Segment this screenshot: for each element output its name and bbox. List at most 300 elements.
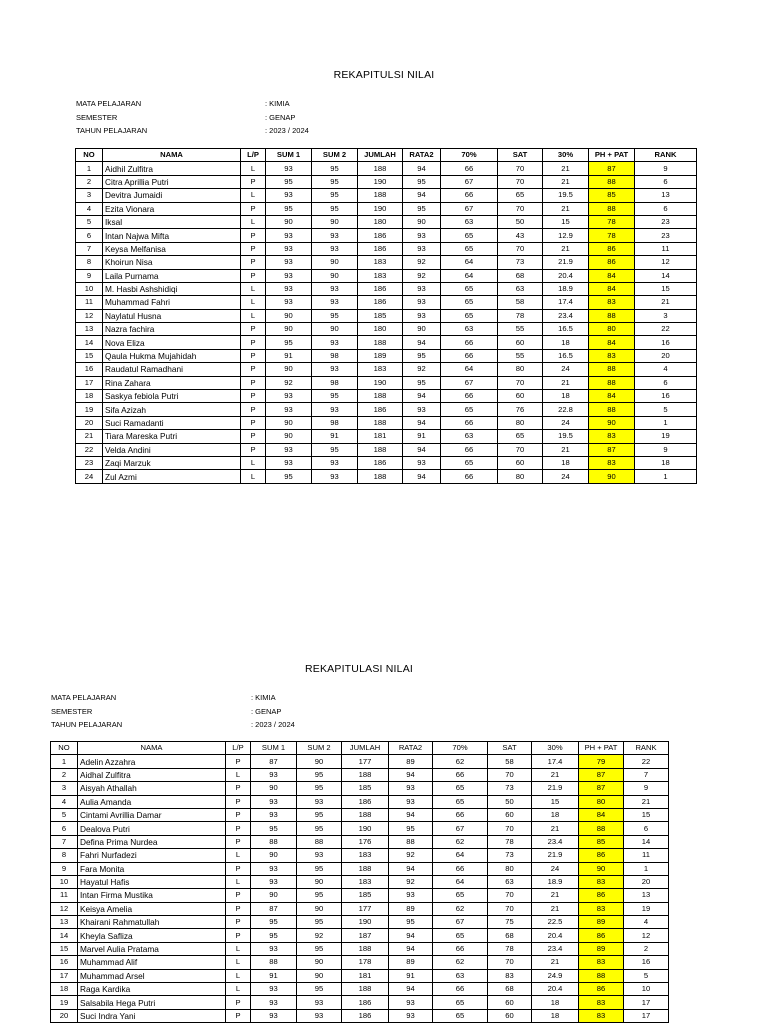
cell-nama: Intan Najwa Mifta	[103, 229, 241, 242]
cell-nama: Suci Indra Yani	[78, 1009, 226, 1022]
cell-nama: Cintami Avrillia Damar	[78, 808, 226, 821]
cell-nama: Devitra Jumaidi	[103, 189, 241, 202]
cell-sat: 80	[498, 363, 543, 376]
cell-no: 11	[51, 889, 78, 902]
cell-rata2: 94	[389, 862, 433, 875]
cell-rank: 16	[635, 336, 697, 349]
cell-pct30: 21	[543, 175, 589, 188]
cell-sat: 75	[488, 916, 532, 929]
cell-no: 9	[76, 269, 103, 282]
cell-nama: Hayatul Hafis	[78, 875, 226, 888]
cell-sum1: 95	[266, 202, 312, 215]
cell-pct30: 23.4	[543, 309, 589, 322]
cell-rata2: 95	[389, 916, 433, 929]
cell-rata2: 94	[403, 470, 441, 483]
cell-lp: P	[226, 1009, 251, 1022]
cell-rank: 20	[624, 875, 669, 888]
cell-lp: L	[241, 282, 266, 295]
cell-sat: 73	[488, 782, 532, 795]
cell-ph-pat: 83	[579, 956, 624, 969]
cell-nama: Qaula Hukma Mujahidah	[103, 349, 241, 362]
cell-ph-pat: 87	[579, 782, 624, 795]
cell-rank: 22	[635, 323, 697, 336]
cell-no: 3	[76, 189, 103, 202]
cell-pct70: 63	[433, 969, 488, 982]
cell-pct30: 18	[532, 1009, 579, 1022]
column-header-nama: NAMA	[78, 742, 226, 755]
cell-no: 8	[76, 256, 103, 269]
cell-sum1: 90	[266, 363, 312, 376]
cell-ph-pat: 88	[589, 175, 635, 188]
cell-nama: Defina Prima Nurdea	[78, 835, 226, 848]
cell-lp: L	[241, 189, 266, 202]
cell-sum1: 93	[266, 456, 312, 469]
cell-pct70: 66	[433, 808, 488, 821]
cell-sum2: 93	[312, 403, 358, 416]
cell-no: 15	[51, 942, 78, 955]
cell-sum1: 88	[251, 956, 297, 969]
cell-pct30: 18	[532, 808, 579, 821]
cell-jumlah: 181	[358, 430, 403, 443]
cell-jumlah: 180	[358, 215, 403, 228]
cell-lp: L	[241, 215, 266, 228]
cell-lp: L	[226, 875, 251, 888]
cell-ph-pat: 86	[589, 242, 635, 255]
column-header-rank: RANK	[624, 742, 669, 755]
cell-rank: 6	[635, 376, 697, 389]
cell-pct70: 66	[441, 390, 498, 403]
cell-sum1: 93	[251, 1009, 297, 1022]
column-header-pct30: 30%	[532, 742, 579, 755]
cell-sum1: 90	[266, 215, 312, 228]
table-row	[76, 296, 697, 309]
cell-sum1: 95	[266, 175, 312, 188]
cell-rank: 5	[624, 969, 669, 982]
cell-nama: M. Hasbi Ashshidiqi	[103, 282, 241, 295]
cell-sum2: 95	[312, 162, 358, 175]
cell-no: 1	[51, 755, 78, 768]
cell-ph-pat: 86	[579, 849, 624, 862]
cell-jumlah: 186	[342, 795, 389, 808]
cell-sum1: 90	[266, 416, 312, 429]
cell-pct30: 18.9	[543, 282, 589, 295]
cell-sat: 70	[498, 202, 543, 215]
cell-pct30: 24	[532, 862, 579, 875]
table-header-row	[51, 742, 669, 755]
table-row	[76, 443, 697, 456]
cell-rank: 16	[624, 956, 669, 969]
cell-pct70: 65	[433, 1009, 488, 1022]
cell-pct30: 12.9	[543, 229, 589, 242]
cell-sum1: 91	[251, 969, 297, 982]
cell-ph-pat: 90	[589, 416, 635, 429]
cell-nama: Raga Kardika	[78, 983, 226, 996]
cell-jumlah: 186	[358, 282, 403, 295]
cell-ph-pat: 86	[579, 889, 624, 902]
cell-sum1: 93	[266, 296, 312, 309]
cell-lp: L	[241, 162, 266, 175]
cell-sum1: 95	[266, 336, 312, 349]
cell-rata2: 93	[403, 229, 441, 242]
cell-rank: 6	[624, 822, 669, 835]
cell-sum1: 93	[266, 189, 312, 202]
cell-ph-pat: 84	[589, 269, 635, 282]
cell-no: 8	[51, 849, 78, 862]
cell-jumlah: 181	[342, 969, 389, 982]
cell-sum1: 88	[251, 835, 297, 848]
cell-jumlah: 183	[342, 875, 389, 888]
cell-nama: Aidhal Zulfitra	[78, 768, 226, 781]
cell-sat: 70	[498, 376, 543, 389]
cell-jumlah: 190	[358, 376, 403, 389]
cell-pct70: 66	[433, 983, 488, 996]
cell-pct30: 21	[543, 202, 589, 215]
cell-jumlah: 186	[358, 403, 403, 416]
cell-sum2: 90	[297, 902, 342, 915]
cell-pct70: 66	[441, 349, 498, 362]
column-header-lp: L/P	[226, 742, 251, 755]
cell-rank: 9	[635, 443, 697, 456]
cell-pct70: 65	[441, 456, 498, 469]
table-row	[76, 309, 697, 322]
cell-rata2: 93	[389, 1009, 433, 1022]
cell-rata2: 94	[403, 336, 441, 349]
cell-ph-pat: 80	[579, 795, 624, 808]
cell-lp: P	[226, 835, 251, 848]
column-header-pct30: 30%	[543, 149, 589, 162]
cell-no: 18	[76, 390, 103, 403]
cell-lp: P	[226, 808, 251, 821]
cell-pct30: 18	[543, 336, 589, 349]
cell-sum1: 93	[251, 808, 297, 821]
cell-lp: P	[226, 822, 251, 835]
cell-sum2: 95	[312, 202, 358, 215]
cell-nama: Fahri Nurfadezi	[78, 849, 226, 862]
cell-sum2: 90	[297, 969, 342, 982]
cell-rata2: 94	[389, 808, 433, 821]
cell-rata2: 94	[389, 929, 433, 942]
cell-pct70: 64	[433, 875, 488, 888]
cell-rank: 14	[624, 835, 669, 848]
cell-pct30: 21	[532, 889, 579, 902]
table-row	[76, 189, 697, 202]
cell-sum2: 95	[312, 390, 358, 403]
cell-nama: Velda Andini	[103, 443, 241, 456]
cell-rank: 5	[635, 403, 697, 416]
cell-sat: 55	[498, 349, 543, 362]
sheet-2-meta	[51, 691, 351, 732]
cell-pct30: 20.4	[543, 269, 589, 282]
cell-pct70: 66	[441, 162, 498, 175]
cell-pct70: 64	[433, 849, 488, 862]
table-row	[51, 889, 669, 902]
cell-pct30: 16.5	[543, 323, 589, 336]
cell-nama: Raudatul Ramadhani	[103, 363, 241, 376]
cell-rata2: 92	[389, 875, 433, 888]
meta-label: SEMESTER	[76, 112, 118, 122]
cell-no: 19	[51, 996, 78, 1009]
cell-lp: L	[241, 309, 266, 322]
cell-sum2: 93	[312, 229, 358, 242]
cell-pct70: 63	[441, 215, 498, 228]
cell-rata2: 94	[403, 162, 441, 175]
cell-pct70: 62	[433, 755, 488, 768]
cell-ph-pat: 88	[589, 376, 635, 389]
table-row	[51, 862, 669, 875]
cell-pct30: 21	[543, 242, 589, 255]
cell-sum2: 93	[297, 1009, 342, 1022]
cell-sat: 55	[498, 323, 543, 336]
table-row	[76, 336, 697, 349]
cell-ph-pat: 87	[589, 162, 635, 175]
cell-pct70: 65	[441, 296, 498, 309]
cell-rata2: 95	[389, 822, 433, 835]
table-row	[76, 256, 697, 269]
cell-no: 3	[51, 782, 78, 795]
cell-ph-pat: 88	[589, 202, 635, 215]
cell-no: 1	[76, 162, 103, 175]
table-row	[51, 822, 669, 835]
cell-nama: Adelin Azzahra	[78, 755, 226, 768]
cell-lp: P	[241, 269, 266, 282]
column-header-rata2: RATA2	[403, 149, 441, 162]
cell-jumlah: 188	[358, 390, 403, 403]
table-row	[51, 902, 669, 915]
cell-rata2: 91	[403, 430, 441, 443]
cell-jumlah: 186	[358, 229, 403, 242]
meta-value: : GENAP	[251, 706, 282, 716]
cell-rata2: 93	[403, 309, 441, 322]
cell-ph-pat: 88	[589, 309, 635, 322]
cell-lp: P	[226, 795, 251, 808]
cell-lp: L	[226, 969, 251, 982]
cell-nama: Nazra fachira	[103, 323, 241, 336]
meta-row-subject	[76, 97, 376, 111]
cell-sum2: 90	[312, 215, 358, 228]
cell-sat: 58	[498, 296, 543, 309]
cell-rata2: 93	[389, 996, 433, 1009]
cell-rata2: 95	[403, 376, 441, 389]
cell-pct70: 65	[441, 242, 498, 255]
cell-sum2: 90	[312, 269, 358, 282]
cell-pct70: 65	[441, 309, 498, 322]
cell-jumlah: 188	[342, 808, 389, 821]
cell-sat: 70	[498, 443, 543, 456]
cell-lp: P	[226, 889, 251, 902]
cell-jumlah: 188	[342, 768, 389, 781]
cell-nama: Marvel Aulia Pratama	[78, 942, 226, 955]
meta-value: : KIMIA	[251, 693, 276, 702]
cell-ph-pat: 83	[579, 996, 624, 1009]
meta-row-subject	[51, 691, 351, 705]
cell-sum2: 90	[297, 875, 342, 888]
cell-rank: 23	[635, 215, 697, 228]
cell-rata2: 94	[389, 942, 433, 955]
cell-rata2: 93	[403, 242, 441, 255]
cell-no: 11	[76, 296, 103, 309]
cell-lp: P	[226, 996, 251, 1009]
cell-rank: 1	[635, 416, 697, 429]
cell-sum2: 90	[312, 323, 358, 336]
cell-rata2: 90	[403, 215, 441, 228]
cell-pct30: 24	[543, 363, 589, 376]
cell-nama: Saskya febiola Putri	[103, 390, 241, 403]
cell-sat: 70	[488, 768, 532, 781]
cell-sum1: 93	[251, 862, 297, 875]
cell-jumlah: 183	[342, 849, 389, 862]
table-row	[51, 782, 669, 795]
cell-rank: 11	[635, 242, 697, 255]
cell-no: 5	[51, 808, 78, 821]
cell-sum2: 95	[297, 889, 342, 902]
cell-rank: 17	[624, 996, 669, 1009]
cell-pct70: 67	[441, 175, 498, 188]
cell-no: 24	[76, 470, 103, 483]
cell-sat: 63	[498, 282, 543, 295]
cell-sum2: 95	[297, 822, 342, 835]
table-row	[51, 835, 669, 848]
cell-sum1: 93	[266, 269, 312, 282]
cell-nama: Laila Purnama	[103, 269, 241, 282]
cell-lp: L	[241, 470, 266, 483]
cell-rank: 11	[624, 849, 669, 862]
cell-nama: Kheyla Safliza	[78, 929, 226, 942]
cell-no: 4	[76, 202, 103, 215]
cell-ph-pat: 80	[589, 323, 635, 336]
cell-ph-pat: 83	[589, 430, 635, 443]
cell-jumlah: 185	[342, 782, 389, 795]
cell-pct70: 65	[433, 795, 488, 808]
cell-ph-pat: 83	[579, 875, 624, 888]
cell-sat: 73	[488, 849, 532, 862]
cell-sat: 70	[488, 956, 532, 969]
cell-no: 4	[51, 795, 78, 808]
cell-ph-pat: 89	[579, 942, 624, 955]
column-header-nama: NAMA	[103, 149, 241, 162]
cell-pct30: 21	[543, 162, 589, 175]
cell-pct30: 24	[543, 416, 589, 429]
sheet-2-title: REKAPITULASI NILAI	[304, 663, 414, 675]
table-row	[51, 795, 669, 808]
cell-no: 21	[76, 430, 103, 443]
cell-jumlah: 183	[358, 269, 403, 282]
cell-no: 10	[51, 875, 78, 888]
table-row	[76, 162, 697, 175]
cell-sum2: 90	[312, 256, 358, 269]
cell-ph-pat: 89	[579, 916, 624, 929]
table-row	[51, 755, 669, 768]
cell-no: 2	[76, 175, 103, 188]
cell-no: 20	[76, 416, 103, 429]
table-row	[51, 808, 669, 821]
meta-label: MATA PELAJARAN	[76, 99, 142, 108]
cell-sum1: 95	[251, 822, 297, 835]
cell-rata2: 94	[389, 983, 433, 996]
cell-nama: Khairani Rahmatullah	[78, 916, 226, 929]
cell-nama: Ezita Vionara	[103, 202, 241, 215]
cell-jumlah: 183	[358, 256, 403, 269]
cell-sat: 68	[488, 983, 532, 996]
cell-sat: 70	[488, 822, 532, 835]
cell-sum2: 93	[297, 849, 342, 862]
cell-rata2: 95	[403, 175, 441, 188]
cell-jumlah: 186	[358, 456, 403, 469]
cell-rata2: 94	[389, 768, 433, 781]
cell-rank: 18	[635, 456, 697, 469]
cell-sum1: 90	[266, 430, 312, 443]
meta-row-semester	[76, 111, 376, 125]
cell-sum2: 95	[297, 942, 342, 955]
cell-sum1: 95	[266, 470, 312, 483]
cell-no: 12	[76, 309, 103, 322]
cell-rank: 12	[635, 256, 697, 269]
meta-row-semester	[51, 705, 351, 719]
cell-pct70: 65	[433, 996, 488, 1009]
cell-jumlah: 188	[358, 189, 403, 202]
cell-ph-pat: 88	[589, 363, 635, 376]
cell-rata2: 90	[403, 323, 441, 336]
cell-no: 10	[76, 282, 103, 295]
column-header-sum2: SUM 2	[297, 742, 342, 755]
column-header-jumlah: JUMLAH	[358, 149, 403, 162]
column-header-sum1: SUM 1	[266, 149, 312, 162]
cell-no: 2	[51, 768, 78, 781]
cell-no: 16	[76, 363, 103, 376]
cell-jumlah: 188	[358, 416, 403, 429]
cell-rata2: 89	[389, 755, 433, 768]
cell-sat: 60	[498, 336, 543, 349]
cell-pct30: 18	[543, 390, 589, 403]
cell-sum2: 95	[297, 782, 342, 795]
cell-lp: P	[226, 916, 251, 929]
cell-sum2: 93	[312, 470, 358, 483]
cell-jumlah: 176	[342, 835, 389, 848]
table-row	[76, 202, 697, 215]
cell-pct70: 65	[441, 229, 498, 242]
cell-sum2: 95	[297, 768, 342, 781]
cell-sum2: 95	[312, 309, 358, 322]
cell-lp: L	[226, 983, 251, 996]
cell-rata2: 93	[389, 782, 433, 795]
cell-pct70: 64	[441, 363, 498, 376]
table-row	[51, 956, 669, 969]
cell-sum1: 90	[251, 849, 297, 862]
cell-sat: 60	[498, 456, 543, 469]
cell-sum1: 87	[251, 755, 297, 768]
cell-nama: Zul Azmi	[103, 470, 241, 483]
cell-lp: P	[241, 349, 266, 362]
table-row	[51, 875, 669, 888]
cell-ph-pat: 88	[579, 969, 624, 982]
cell-pct30: 16.5	[543, 349, 589, 362]
cell-sum1: 93	[266, 282, 312, 295]
meta-value: : 2023 / 2024	[251, 720, 295, 729]
cell-no: 7	[76, 242, 103, 255]
cell-ph-pat: 83	[579, 1009, 624, 1022]
cell-ph-pat: 84	[589, 282, 635, 295]
cell-no: 22	[76, 443, 103, 456]
cell-rank: 13	[635, 189, 697, 202]
cell-ph-pat: 85	[589, 189, 635, 202]
cell-rank: 23	[635, 229, 697, 242]
cell-jumlah: 190	[342, 916, 389, 929]
cell-pct30: 15	[532, 795, 579, 808]
cell-nama: Keysa Melfanisa	[103, 242, 241, 255]
cell-sum1: 93	[251, 768, 297, 781]
cell-sum2: 98	[312, 376, 358, 389]
cell-sum2: 88	[297, 835, 342, 848]
cell-ph-pat: 83	[589, 296, 635, 309]
